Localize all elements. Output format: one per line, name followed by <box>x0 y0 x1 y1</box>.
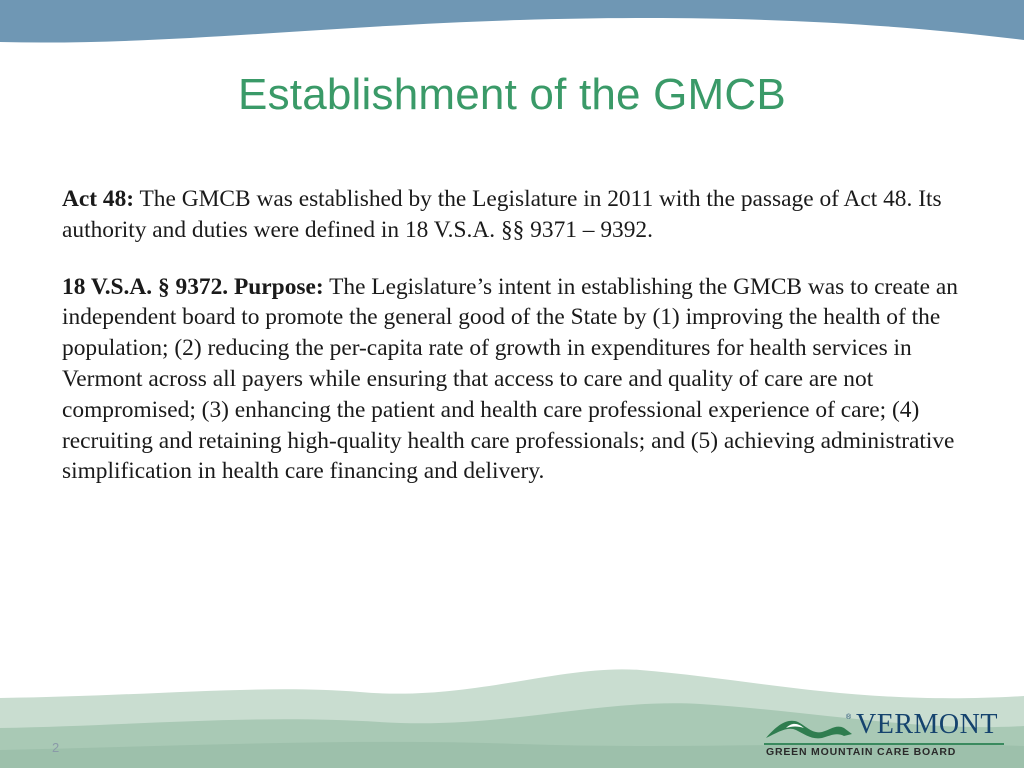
top-wave-band <box>0 0 1024 60</box>
act-48-paragraph <box>62 184 962 246</box>
purpose-lead: 18 V.S.A. § 9372. Purpose: <box>62 273 324 300</box>
slide-body <box>62 184 962 513</box>
act-48-text: The GMCB was established by the Legislature in 2011 with the passage of Act 48. Its authority and duties were defined in 18 V.S.A. §§ 9371 – 9392. <box>62 186 942 243</box>
page-number: 2 <box>52 740 60 755</box>
purpose-text: The Legislature’s intent in establishing the GMCB was to create an independent board to promote the general good of the State by (1) improving the health of the population; (2) reducing the per-capita rate of growth in expenditures for health services in Vermont across all payers while ensuring that access to care and quality of care are not compromised; (3) enhancing the patient and health care professional experience of care; (4) recruiting and retaining high-quality health care professionals; and (5) achieving administrative simplification in health care financing and delivery. <box>62 273 958 485</box>
slide-title: Establishment of the GMCB <box>238 70 786 119</box>
logo-title: VERMONT <box>856 709 998 740</box>
registered-mark: ® <box>846 714 852 721</box>
mountain-logo-icon <box>764 714 854 744</box>
logo-divider <box>764 743 1004 745</box>
purpose-paragraph <box>62 272 962 488</box>
vermont-gmcb-logo <box>764 709 1008 760</box>
logo-subtitle: GREEN MOUNTAIN CARE BOARD <box>766 746 957 758</box>
act-48-lead: Act 48: <box>62 186 135 212</box>
